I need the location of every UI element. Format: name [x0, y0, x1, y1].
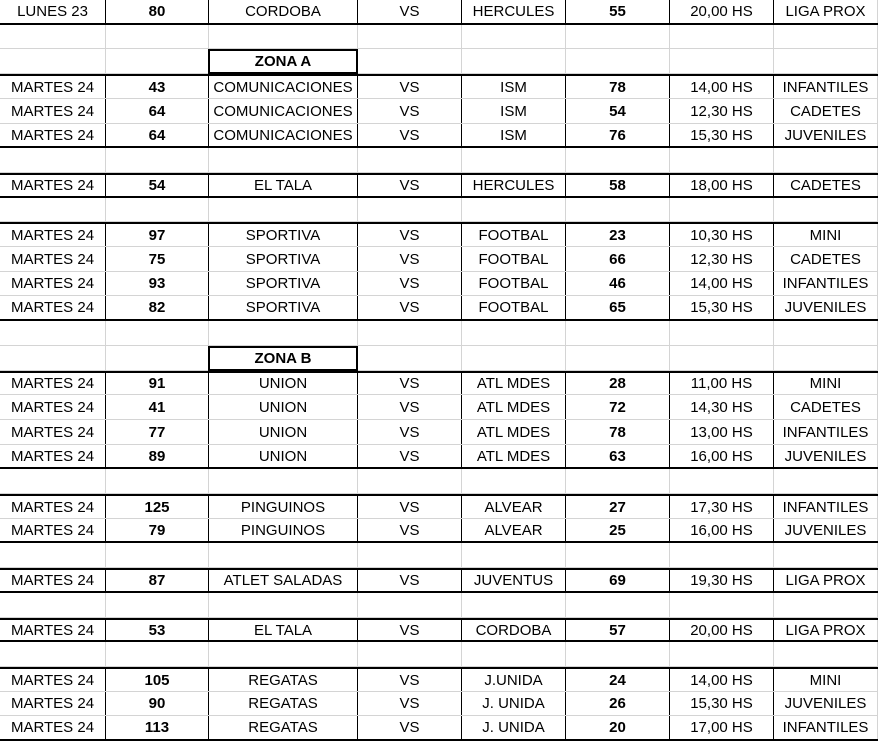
home-score-cell[interactable]: 125: [106, 496, 209, 518]
empty-cell[interactable]: [774, 148, 878, 172]
away-team-cell[interactable]: ATL MDES: [462, 395, 566, 419]
category-cell[interactable]: JUVENILES: [774, 692, 878, 715]
empty-cell[interactable]: [358, 543, 462, 567]
empty-cell[interactable]: [566, 593, 670, 617]
vs-cell[interactable]: VS: [358, 445, 462, 467]
time-cell[interactable]: 14,00 HS: [670, 272, 774, 295]
empty-cell[interactable]: [670, 321, 774, 345]
match-row: [0, 371, 878, 395]
empty-cell[interactable]: [566, 49, 670, 73]
away-score-cell[interactable]: 54: [566, 99, 670, 123]
time-cell[interactable]: 16,00 HS: [670, 445, 774, 467]
vs-cell[interactable]: VS: [358, 395, 462, 419]
empty-cell[interactable]: [106, 321, 209, 345]
time-cell[interactable]: 15,30 HS: [670, 124, 774, 146]
vs-cell[interactable]: VS: [358, 716, 462, 739]
date-cell[interactable]: MARTES 24: [0, 395, 106, 419]
away-score-cell[interactable]: 63: [566, 445, 670, 467]
time-cell[interactable]: 18,00 HS: [670, 175, 774, 196]
empty-cell[interactable]: [0, 148, 106, 172]
match-row: [0, 74, 878, 99]
home-score-cell[interactable]: 41: [106, 395, 209, 419]
empty-cell[interactable]: [774, 198, 878, 221]
away-team-cell[interactable]: CORDOBA: [462, 620, 566, 640]
away-team-cell[interactable]: FOOTBAL: [462, 224, 566, 246]
category-cell[interactable]: CADETES: [774, 395, 878, 419]
home-score-cell[interactable]: 91: [106, 373, 209, 394]
empty-cell[interactable]: [670, 148, 774, 172]
away-team-cell[interactable]: ISM: [462, 124, 566, 146]
away-team-cell[interactable]: FOOTBAL: [462, 247, 566, 271]
category-cell[interactable]: INFANTILES: [774, 272, 878, 295]
category-cell[interactable]: INFANTILES: [774, 420, 878, 444]
home-team-cell[interactable]: UNION: [209, 420, 358, 444]
category-cell[interactable]: MINI: [774, 373, 878, 394]
empty-cell[interactable]: [0, 593, 106, 617]
date-cell[interactable]: MARTES 24: [0, 76, 106, 98]
away-score-cell[interactable]: 78: [566, 76, 670, 98]
away-team-cell[interactable]: HERCULES: [462, 175, 566, 196]
time-cell[interactable]: 16,00 HS: [670, 519, 774, 541]
empty-cell[interactable]: [358, 642, 462, 666]
home-score-cell[interactable]: 75: [106, 247, 209, 271]
empty-cell[interactable]: [209, 593, 358, 617]
blank-row: [0, 25, 878, 49]
empty-cell[interactable]: [566, 25, 670, 48]
away-team-cell[interactable]: J. UNIDA: [462, 692, 566, 715]
empty-cell[interactable]: [566, 148, 670, 172]
empty-cell[interactable]: [106, 25, 209, 48]
away-team-cell[interactable]: J.UNIDA: [462, 669, 566, 691]
empty-cell[interactable]: [358, 198, 462, 221]
away-score-cell[interactable]: 24: [566, 669, 670, 691]
away-score-cell[interactable]: 78: [566, 420, 670, 444]
category-cell[interactable]: LIGA PROX: [774, 620, 878, 640]
time-cell[interactable]: 15,30 HS: [670, 692, 774, 715]
away-team-cell[interactable]: J. UNIDA: [462, 716, 566, 739]
empty-cell[interactable]: [774, 25, 878, 48]
empty-cell[interactable]: [670, 642, 774, 666]
empty-cell[interactable]: [462, 469, 566, 493]
home-score-cell[interactable]: 97: [106, 224, 209, 246]
away-team-cell[interactable]: ATL MDES: [462, 373, 566, 394]
vs-cell[interactable]: VS: [358, 272, 462, 295]
match-row: [0, 667, 878, 692]
zone-header-row: [0, 346, 878, 371]
home-team-cell[interactable]: COMUNICACIONES: [209, 99, 358, 123]
match-row: [0, 247, 878, 272]
category-cell[interactable]: CADETES: [774, 99, 878, 123]
vs-cell[interactable]: VS: [358, 620, 462, 640]
empty-cell[interactable]: [0, 49, 106, 73]
match-row: [0, 519, 878, 543]
empty-cell[interactable]: [106, 346, 209, 370]
home-team-cell[interactable]: EL TALA: [209, 175, 358, 196]
date-cell[interactable]: MARTES 24: [0, 247, 106, 271]
away-team-cell[interactable]: FOOTBAL: [462, 296, 566, 319]
home-score-cell[interactable]: 113: [106, 716, 209, 739]
date-cell[interactable]: MARTES 24: [0, 124, 106, 146]
away-score-cell[interactable]: 20: [566, 716, 670, 739]
home-team-cell[interactable]: REGATAS: [209, 692, 358, 715]
away-score-cell[interactable]: 23: [566, 224, 670, 246]
empty-cell[interactable]: [670, 49, 774, 73]
vs-cell[interactable]: VS: [358, 692, 462, 715]
category-cell[interactable]: CADETES: [774, 247, 878, 271]
match-row: [0, 272, 878, 296]
empty-cell[interactable]: [0, 469, 106, 493]
home-score-cell[interactable]: 89: [106, 445, 209, 467]
empty-cell[interactable]: [670, 593, 774, 617]
empty-cell[interactable]: [670, 25, 774, 48]
category-cell[interactable]: MINI: [774, 224, 878, 246]
match-row: [0, 445, 878, 469]
date-cell[interactable]: MARTES 24: [0, 669, 106, 691]
date-cell[interactable]: MARTES 24: [0, 519, 106, 541]
category-cell[interactable]: JUVENILES: [774, 296, 878, 319]
category-cell[interactable]: INFANTILES: [774, 496, 878, 518]
zone-label: ZONA A: [208, 49, 358, 74]
home-team-cell[interactable]: EL TALA: [209, 620, 358, 640]
empty-cell[interactable]: [358, 321, 462, 345]
date-cell[interactable]: LUNES 23: [0, 0, 106, 23]
match-row: [0, 395, 878, 420]
empty-cell[interactable]: [106, 49, 209, 73]
date-cell[interactable]: MARTES 24: [0, 620, 106, 640]
away-score-cell[interactable]: 57: [566, 620, 670, 640]
category-cell[interactable]: INFANTILES: [774, 76, 878, 98]
home-team-cell[interactable]: UNION: [209, 445, 358, 467]
away-team-cell[interactable]: ISM: [462, 99, 566, 123]
blank-row: [0, 593, 878, 618]
category-cell[interactable]: JUVENILES: [774, 445, 878, 467]
away-team-cell[interactable]: FOOTBAL: [462, 272, 566, 295]
empty-cell[interactable]: [0, 198, 106, 221]
empty-cell[interactable]: [774, 346, 878, 370]
away-team-cell[interactable]: ALVEAR: [462, 496, 566, 518]
time-cell[interactable]: 12,30 HS: [670, 247, 774, 271]
empty-cell[interactable]: [566, 346, 670, 370]
empty-cell[interactable]: [358, 49, 462, 73]
match-row: [0, 618, 878, 642]
category-cell[interactable]: MINI: [774, 669, 878, 691]
blank-row: [0, 642, 878, 667]
empty-cell[interactable]: [566, 321, 670, 345]
time-cell[interactable]: 14,00 HS: [670, 76, 774, 98]
empty-cell[interactable]: [209, 198, 358, 221]
empty-cell[interactable]: [358, 148, 462, 172]
vs-cell[interactable]: VS: [358, 420, 462, 444]
empty-cell[interactable]: [0, 25, 106, 48]
match-row: [0, 173, 878, 198]
home-team-cell[interactable]: ATLET SALADAS: [209, 570, 358, 591]
home-team-cell[interactable]: PINGUINOS: [209, 519, 358, 541]
empty-cell[interactable]: [462, 25, 566, 48]
home-team-cell[interactable]: SPORTIVA: [209, 296, 358, 319]
date-cell[interactable]: MARTES 24: [0, 373, 106, 394]
empty-cell[interactable]: [670, 346, 774, 370]
empty-cell[interactable]: [106, 642, 209, 666]
away-score-cell[interactable]: 69: [566, 570, 670, 591]
time-cell[interactable]: 14,00 HS: [670, 669, 774, 691]
away-score-cell[interactable]: 46: [566, 272, 670, 295]
away-team-cell[interactable]: ATL MDES: [462, 420, 566, 444]
empty-cell[interactable]: [358, 25, 462, 48]
category-cell[interactable]: JUVENILES: [774, 124, 878, 146]
vs-cell[interactable]: VS: [358, 373, 462, 394]
category-cell[interactable]: LIGA PROX: [774, 0, 878, 23]
away-score-cell[interactable]: 55: [566, 0, 670, 23]
away-team-cell[interactable]: ATL MDES: [462, 445, 566, 467]
home-score-cell[interactable]: 90: [106, 692, 209, 715]
date-cell[interactable]: MARTES 24: [0, 224, 106, 246]
vs-cell[interactable]: VS: [358, 669, 462, 691]
empty-cell[interactable]: [0, 346, 106, 370]
date-cell[interactable]: MARTES 24: [0, 445, 106, 467]
empty-cell[interactable]: [358, 593, 462, 617]
time-cell[interactable]: 20,00 HS: [670, 620, 774, 640]
empty-cell[interactable]: [106, 198, 209, 221]
match-row: [0, 420, 878, 445]
home-score-cell[interactable]: 87: [106, 570, 209, 591]
match-row: [0, 692, 878, 716]
match-row: [0, 222, 878, 247]
date-cell[interactable]: MARTES 24: [0, 420, 106, 444]
home-team-cell[interactable]: REGATAS: [209, 716, 358, 739]
vs-cell[interactable]: VS: [358, 99, 462, 123]
date-cell[interactable]: MARTES 24: [0, 99, 106, 123]
empty-cell[interactable]: [670, 469, 774, 493]
home-team-cell[interactable]: UNION: [209, 373, 358, 394]
away-team-cell[interactable]: JUVENTUS: [462, 570, 566, 591]
empty-cell[interactable]: [566, 642, 670, 666]
away-score-cell[interactable]: 65: [566, 296, 670, 319]
home-score-cell[interactable]: 53: [106, 620, 209, 640]
home-score-cell[interactable]: 64: [106, 99, 209, 123]
vs-cell[interactable]: VS: [358, 247, 462, 271]
away-score-cell[interactable]: 72: [566, 395, 670, 419]
date-cell[interactable]: MARTES 24: [0, 175, 106, 196]
empty-cell[interactable]: [209, 25, 358, 48]
away-score-cell[interactable]: 26: [566, 692, 670, 715]
vs-cell[interactable]: VS: [358, 519, 462, 541]
home-score-cell[interactable]: 43: [106, 76, 209, 98]
time-cell[interactable]: 15,30 HS: [670, 296, 774, 319]
empty-cell[interactable]: [462, 642, 566, 666]
empty-cell[interactable]: [774, 321, 878, 345]
empty-cell[interactable]: [462, 198, 566, 221]
blank-row: [0, 321, 878, 346]
away-score-cell[interactable]: 76: [566, 124, 670, 146]
empty-cell[interactable]: [106, 593, 209, 617]
empty-cell[interactable]: [0, 543, 106, 567]
date-cell[interactable]: MARTES 24: [0, 716, 106, 739]
home-team-cell[interactable]: SPORTIVA: [209, 247, 358, 271]
empty-cell[interactable]: [462, 148, 566, 172]
empty-cell[interactable]: [106, 469, 209, 493]
empty-cell[interactable]: [209, 321, 358, 345]
away-score-cell[interactable]: 66: [566, 247, 670, 271]
vs-cell[interactable]: VS: [358, 496, 462, 518]
date-cell[interactable]: MARTES 24: [0, 296, 106, 319]
away-score-cell[interactable]: 27: [566, 496, 670, 518]
away-team-cell[interactable]: ISM: [462, 76, 566, 98]
empty-cell[interactable]: [209, 148, 358, 172]
home-score-cell[interactable]: 80: [106, 0, 209, 23]
home-score-cell[interactable]: 105: [106, 669, 209, 691]
time-cell[interactable]: 13,00 HS: [670, 420, 774, 444]
away-team-cell[interactable]: ALVEAR: [462, 519, 566, 541]
blank-row: [0, 198, 878, 222]
empty-cell[interactable]: [0, 321, 106, 345]
away-team-cell[interactable]: HERCULES: [462, 0, 566, 23]
empty-cell[interactable]: [566, 198, 670, 221]
blank-row: [0, 148, 878, 173]
empty-cell[interactable]: [358, 346, 462, 370]
empty-cell[interactable]: [106, 543, 209, 567]
home-team-cell[interactable]: PINGUINOS: [209, 496, 358, 518]
home-team-cell[interactable]: SPORTIVA: [209, 224, 358, 246]
empty-cell[interactable]: [774, 593, 878, 617]
date-cell[interactable]: MARTES 24: [0, 570, 106, 591]
date-cell[interactable]: MARTES 24: [0, 272, 106, 295]
empty-cell[interactable]: [0, 642, 106, 666]
vs-cell[interactable]: VS: [358, 0, 462, 23]
date-cell[interactable]: MARTES 24: [0, 692, 106, 715]
blank-row: [0, 469, 878, 494]
empty-cell[interactable]: [462, 49, 566, 73]
vs-cell[interactable]: VS: [358, 76, 462, 98]
away-score-cell[interactable]: 28: [566, 373, 670, 394]
time-cell[interactable]: 10,30 HS: [670, 224, 774, 246]
time-cell[interactable]: 11,00 HS: [670, 373, 774, 394]
empty-cell[interactable]: [774, 543, 878, 567]
match-row: [0, 296, 878, 321]
empty-cell[interactable]: [209, 543, 358, 567]
vs-cell[interactable]: VS: [358, 175, 462, 196]
time-cell[interactable]: 20,00 HS: [670, 0, 774, 23]
home-score-cell[interactable]: 77: [106, 420, 209, 444]
category-cell[interactable]: CADETES: [774, 175, 878, 196]
match-row: [0, 124, 878, 148]
match-row: [0, 494, 878, 519]
home-score-cell[interactable]: 79: [106, 519, 209, 541]
match-row: [0, 0, 878, 25]
category-cell[interactable]: JUVENILES: [774, 519, 878, 541]
match-row: [0, 568, 878, 593]
match-row: [0, 716, 878, 741]
empty-cell[interactable]: [774, 469, 878, 493]
empty-cell[interactable]: [566, 543, 670, 567]
home-team-cell[interactable]: COMUNICACIONES: [209, 124, 358, 146]
time-cell[interactable]: 19,30 HS: [670, 570, 774, 591]
empty-cell[interactable]: [106, 148, 209, 172]
vs-cell[interactable]: VS: [358, 296, 462, 319]
empty-cell[interactable]: [774, 49, 878, 73]
empty-cell[interactable]: [566, 469, 670, 493]
time-cell[interactable]: 12,30 HS: [670, 99, 774, 123]
time-cell[interactable]: 17,30 HS: [670, 496, 774, 518]
empty-cell[interactable]: [209, 469, 358, 493]
empty-cell[interactable]: [670, 543, 774, 567]
zone-header-row: [0, 49, 878, 74]
date-cell[interactable]: MARTES 24: [0, 496, 106, 518]
match-row: [0, 99, 878, 124]
time-cell[interactable]: 14,30 HS: [670, 395, 774, 419]
home-team-cell[interactable]: SPORTIVA: [209, 272, 358, 295]
category-cell[interactable]: INFANTILES: [774, 716, 878, 739]
category-cell[interactable]: LIGA PROX: [774, 570, 878, 591]
empty-cell[interactable]: [774, 642, 878, 666]
blank-row: [0, 543, 878, 568]
home-score-cell[interactable]: 64: [106, 124, 209, 146]
away-score-cell[interactable]: 58: [566, 175, 670, 196]
time-cell[interactable]: 17,00 HS: [670, 716, 774, 739]
home-team-cell[interactable]: REGATAS: [209, 669, 358, 691]
empty-cell[interactable]: [462, 346, 566, 370]
empty-cell[interactable]: [462, 321, 566, 345]
away-score-cell[interactable]: 25: [566, 519, 670, 541]
empty-cell[interactable]: [358, 469, 462, 493]
home-team-cell[interactable]: COMUNICACIONES: [209, 76, 358, 98]
empty-cell[interactable]: [209, 642, 358, 666]
home-team-cell[interactable]: CORDOBA: [209, 0, 358, 23]
vs-cell[interactable]: VS: [358, 224, 462, 246]
empty-cell[interactable]: [670, 198, 774, 221]
vs-cell[interactable]: VS: [358, 124, 462, 146]
zone-label: ZONA B: [208, 346, 358, 371]
home-score-cell[interactable]: 54: [106, 175, 209, 196]
empty-cell[interactable]: [462, 543, 566, 567]
home-team-cell[interactable]: UNION: [209, 395, 358, 419]
empty-cell[interactable]: [462, 593, 566, 617]
vs-cell[interactable]: VS: [358, 570, 462, 591]
home-score-cell[interactable]: 93: [106, 272, 209, 295]
home-score-cell[interactable]: 82: [106, 296, 209, 319]
